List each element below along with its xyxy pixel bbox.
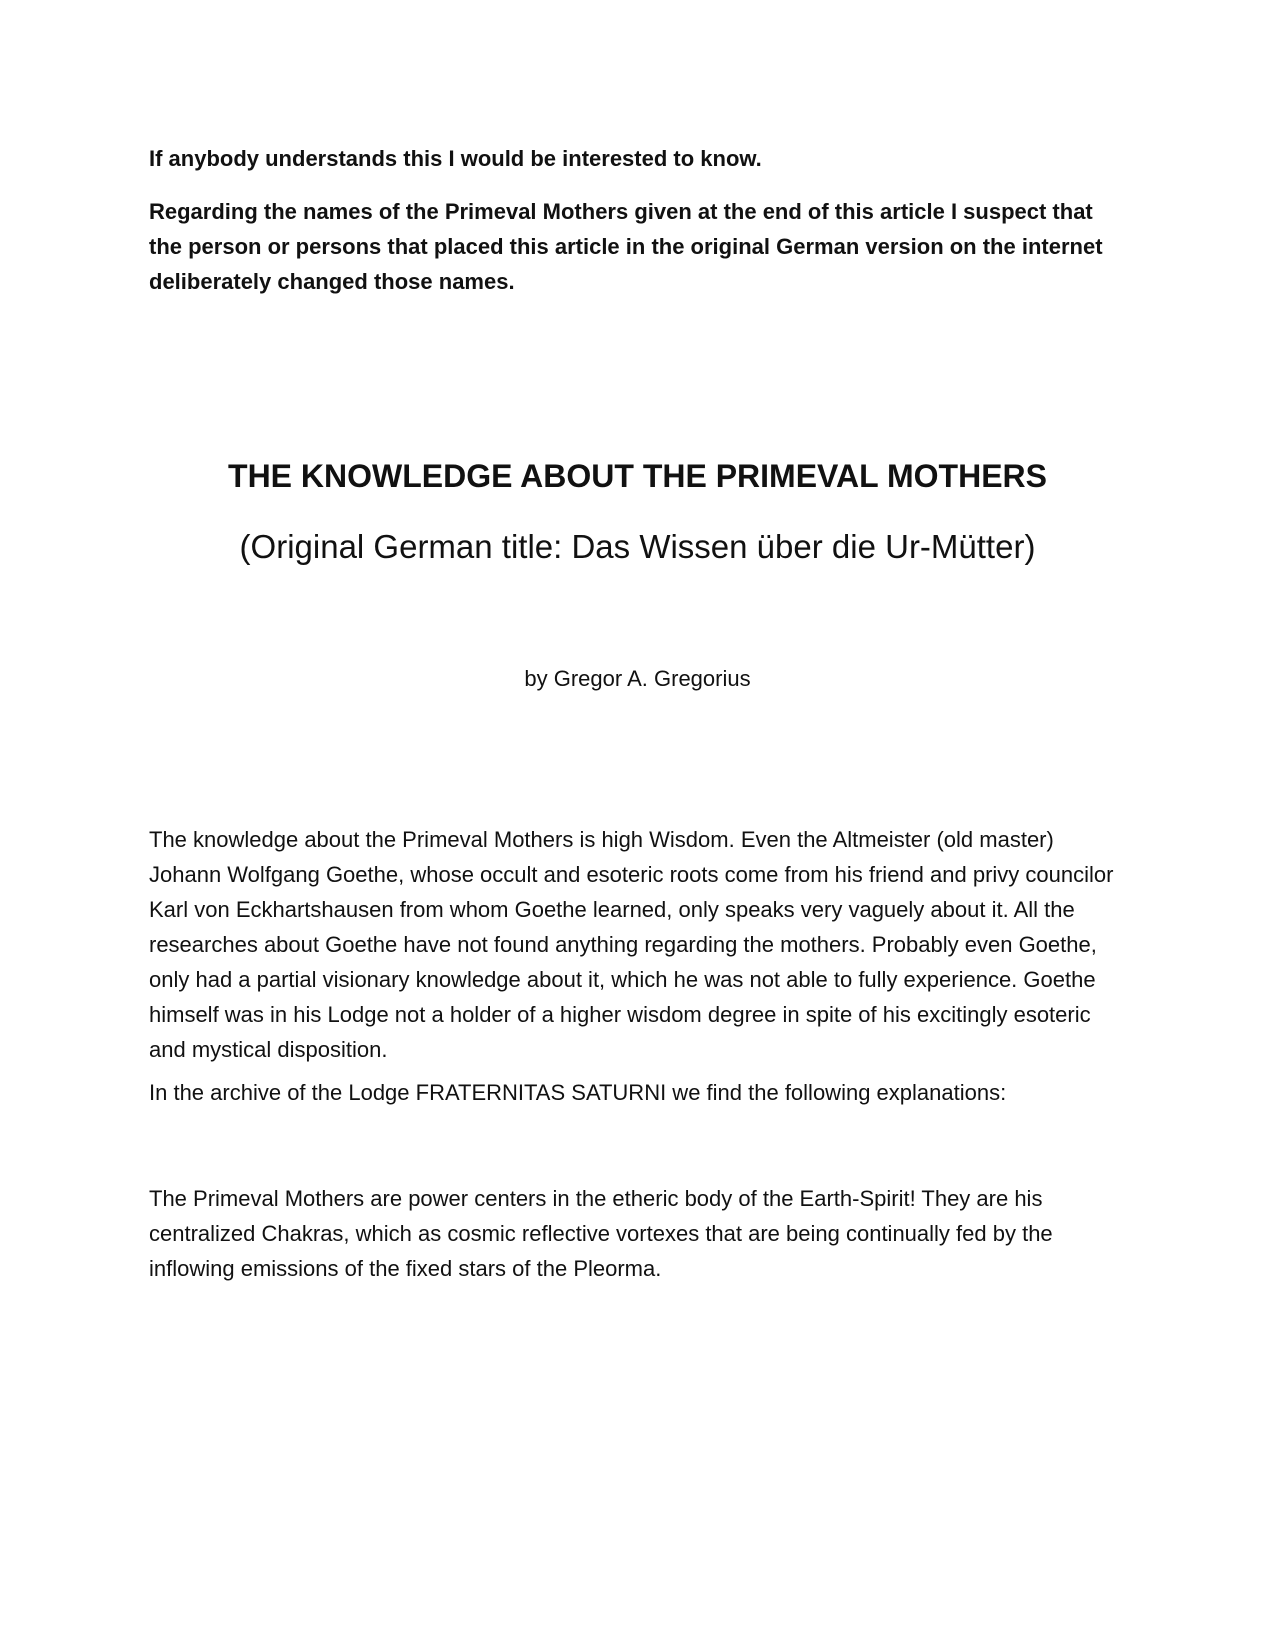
intro-note-paragraph: Regarding the names of the Primeval Mothers given at the end of this article I suspect that the person or persons that placed this article in the original German version on the internet deliberately changed those names. [149, 199, 1103, 294]
body-paragraph: In the archive of the Lodge FRATERNITAS SATURNI we find the following explanations: [149, 1080, 1007, 1105]
article-byline: by Gregor A. Gregorius [524, 666, 751, 691]
body-paragraph: The knowledge about the Primeval Mothers is high Wisdom. Even the Altmeister (old master) Johann Wolfgang Goethe, whose occult and esoteric roots come from his friend and privy councilor Karl von Eckhartshausen from whom Goethe learned, only speaks very vaguely about it. All the researches about Goethe have not found anything regarding the mothers. Probably even Goethe, only had a partial visionary knowledge about it, which he was not able to fully experience. Goethe himself was in his Lodge not a holder of a higher wisdom degree in spite of his excitingly esoteric and mystical disposition. [149, 827, 1114, 1062]
article-subtitle: (Original German title: Das Wissen über die Ur-Mütter) [239, 528, 1036, 565]
article-title: THE KNOWLEDGE ABOUT THE PRIMEVAL MOTHERS [228, 458, 1047, 494]
body-paragraph: The Primeval Mothers are power centers in the etheric body of the Earth-Spirit! They are his centralized Chakras, which as cosmic reflective vortexes that are being continually fed by the inflowing emissions of the fixed stars of the Pleorma. [149, 1186, 1053, 1281]
intro-note-line: If anybody understands this I would be interested to know. [149, 146, 762, 171]
